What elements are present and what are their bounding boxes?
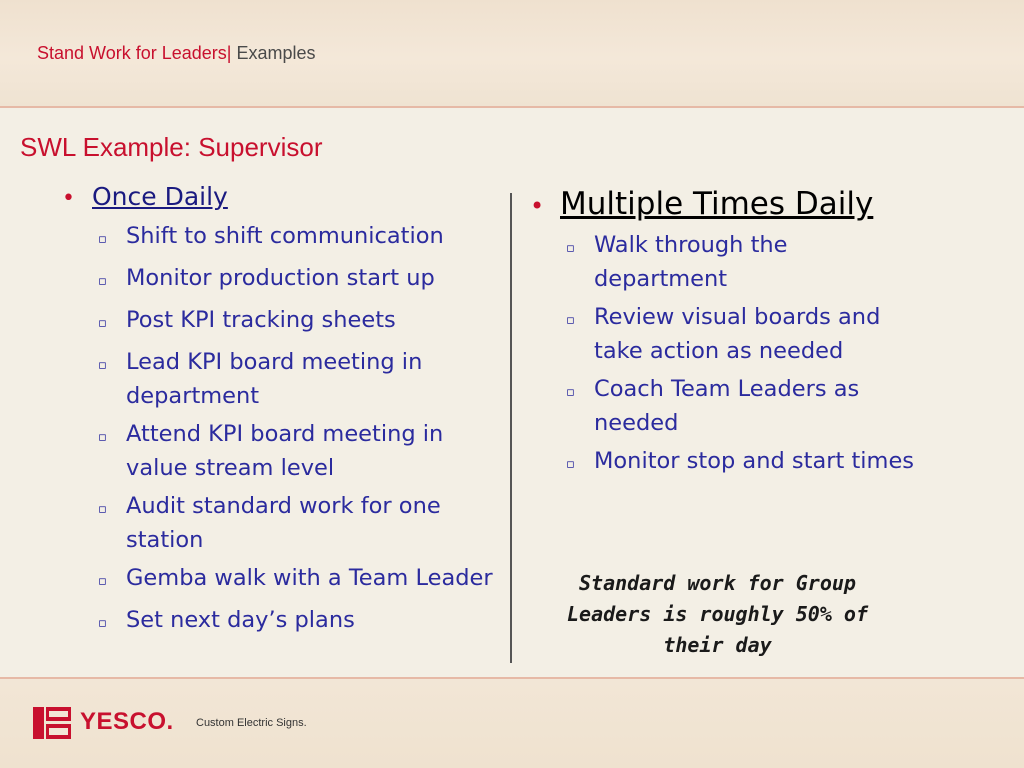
list-item	[566, 228, 980, 296]
list-item	[98, 219, 502, 257]
list-item-text: Monitor stop and start times	[594, 448, 915, 474]
sub-bullet-marker: ▫	[98, 502, 107, 517]
list-item-text: Coach Team Leaders as needed	[594, 376, 860, 436]
sub-bullet-marker: ▫	[98, 232, 107, 247]
sub-bullet-marker: ▫	[98, 274, 107, 289]
multiple-times-daily-heading: Multiple Times Daily	[560, 186, 874, 222]
list-item	[566, 444, 980, 482]
list-item-text: Shift to shift communication	[126, 223, 444, 249]
list-item	[566, 300, 980, 368]
sub-bullet-marker: ▫	[566, 241, 575, 256]
slide-title: SWL Example: Supervisor	[20, 132, 323, 162]
sub-bullet-marker: ▫	[566, 457, 575, 472]
yesco-logo-text: YESCO.	[80, 708, 174, 735]
list-item	[98, 489, 502, 557]
list-item-text: Attend KPI board meeting in value stream level	[126, 421, 444, 481]
sub-bullet-marker: ▫	[566, 385, 575, 400]
list-item	[98, 261, 502, 299]
list-item-text: Audit standard work for one station	[126, 493, 441, 553]
once-daily-list	[98, 219, 502, 641]
sub-bullet-marker: ▫	[98, 574, 107, 589]
bullet-marker: •	[62, 186, 75, 211]
header-divider	[0, 106, 1024, 108]
column-divider	[510, 193, 512, 663]
standard-work-note: Standard work for Group Leaders is roughly 50% of their day	[566, 571, 869, 657]
once-daily-heading-row	[62, 182, 502, 211]
bullet-marker: •	[530, 192, 545, 220]
yesco-logo-icon	[33, 707, 71, 739]
header-section: Examples	[231, 43, 316, 63]
list-item	[98, 561, 502, 599]
header-title: Stand Work for Leaders	[37, 43, 227, 63]
header-breadcrumb	[37, 43, 316, 64]
sub-bullet-marker: ▫	[98, 358, 107, 373]
sub-bullet-marker: ▫	[566, 313, 575, 328]
list-item-text: Lead KPI board meeting in department	[126, 349, 423, 409]
list-item	[98, 345, 502, 413]
list-item-text: Gemba walk with a Team Leader	[126, 565, 493, 591]
list-item-text: Review visual boards and take action as needed	[594, 304, 881, 364]
multiple-times-daily-column	[530, 186, 980, 486]
list-item-text: Set next day’s plans	[126, 607, 355, 633]
list-item	[98, 417, 502, 485]
sub-bullet-marker: ▫	[98, 316, 107, 331]
multiple-times-daily-list	[566, 228, 980, 482]
list-item	[98, 303, 502, 341]
once-daily-column	[62, 182, 502, 645]
list-item-text: Monitor production start up	[126, 265, 435, 291]
header-separator: |	[226, 43, 232, 63]
list-item	[98, 603, 502, 641]
list-item	[566, 372, 980, 440]
sub-bullet-marker: ▫	[98, 616, 107, 631]
sub-bullet-marker: ▫	[98, 430, 107, 445]
list-item-text: Walk through the department	[594, 232, 788, 292]
once-daily-heading: Once Daily	[92, 182, 228, 211]
footer-tagline: Custom Electric Signs.	[196, 717, 307, 729]
multiple-times-heading-row	[530, 186, 980, 222]
list-item-text: Post KPI tracking sheets	[126, 307, 396, 333]
